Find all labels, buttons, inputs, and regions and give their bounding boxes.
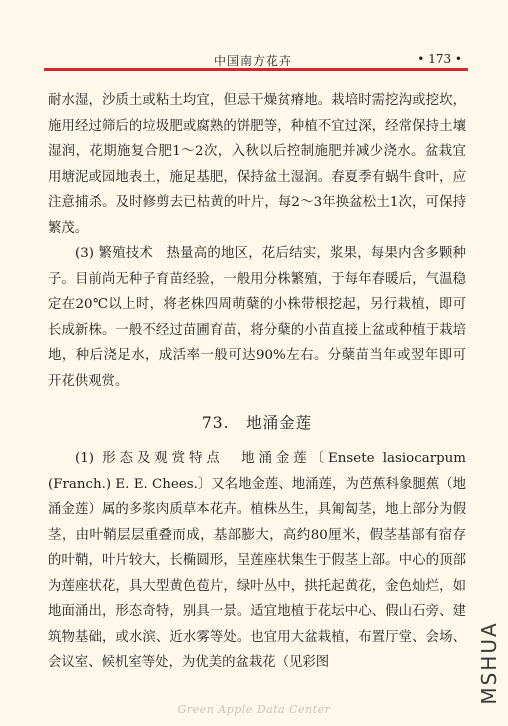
paragraph-morphology: (1) 形态及观赏特点 地涌金莲〔Ensete lasiocarpum (Franch.) E. E. Chees.〕又名地金莲、地涌莲，为芭蕉科象腿蕉（地涌金莲）属的多浆肉质草本花卉。植株丛生，具匍匐茎，地上部分为假茎，由叶鞘层层重叠而成，基部膨大，高约80厘米，假茎基部有宿存的叶鞘，叶片较大，长椭圆形，呈莲座状集生于假茎上部。中心的顶部为莲座状花，具大型黄色苞片，绿叶丛中，拱托起黄花，金色灿烂，如地面涌出，形态奇特，别具一景。适宜地植于花坛中心、假山石旁、建筑物基础，或水滨、近水雾等处。也宜用大盆栽植，布置厅堂、会场、会议室、候机室等处，为优美的盆栽花（见彩图 bbox=[48, 451, 466, 670]
page-body bbox=[48, 88, 466, 676]
book-title: 中国南方花卉 bbox=[214, 54, 293, 68]
running-header bbox=[42, 52, 466, 68]
page-number: • 173 • bbox=[417, 52, 462, 66]
paragraph-cultivation: 耐水湿，沙质土或粘土均宜，但忌干燥贫瘠地。栽培时需挖沟或挖坎，施用经过筛后的垃圾肥或腐熟的饼肥等，种植不宜过深，经常保持土壤湿润，花期施复合肥1～2次，入秋以后控制施肥并减少浇水。盆栽宜用塘泥或园地表土，施足基肥，保持盆土湿润。春夏季有蜗牛食叶，应注意捕杀。及时修剪去已枯黄的叶片，每2～3年换盆松土1次，可保持繁茂。 bbox=[48, 93, 466, 236]
section-heading: 73. 地涌金莲 bbox=[201, 414, 313, 432]
bottom-watermark: Green Apple Data Center bbox=[177, 703, 331, 716]
side-watermark bbox=[476, 612, 502, 714]
side-watermark-text: MSHUA bbox=[477, 621, 501, 705]
header-rule bbox=[44, 68, 468, 71]
paragraph-propagation: (3) 繁殖技术 热量高的地区，花后结实，浆果，每果内含多颗种子。目前尚无种子育苗经验，一般用分株繁殖，于每年春暖后，气温稳定在20℃以上时，将老株四周萌蘖的小株带根挖起，另行栽植，即可长成新株。一般不经过苗圃育苗，将分蘖的小苗直接上盆或种植于栽培地，种后浇足水，成活率一般可达90%左右。分蘖苗当年或翌年即可开花供观赏。 bbox=[48, 246, 466, 389]
